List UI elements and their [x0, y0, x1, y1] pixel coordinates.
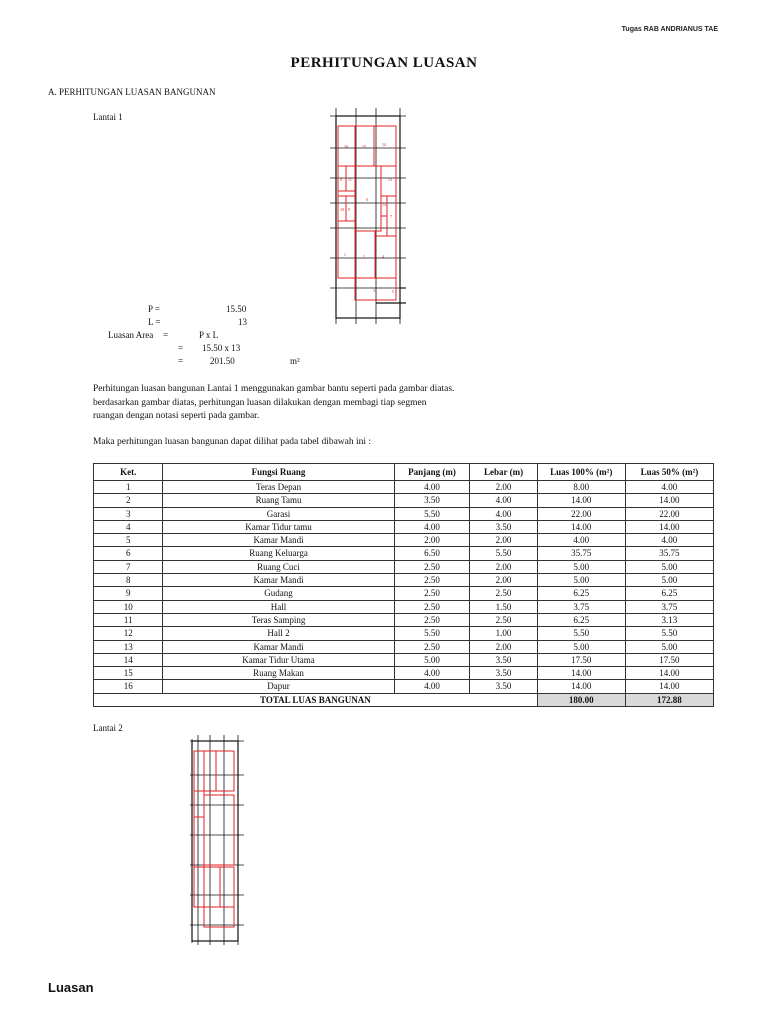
table-cell: 5.50: [394, 627, 470, 640]
table-cell: 4: [94, 520, 163, 533]
table-cell: 5.50: [470, 547, 537, 560]
table-cell: 4.00: [537, 534, 625, 547]
table-cell: 3.50: [470, 653, 537, 666]
table-cell: 3.50: [470, 667, 537, 680]
table-cell: 14.00: [537, 494, 625, 507]
paragraph-line: Perhitungan luasan bangunan Lantai 1 menggunakan gambar bantu seperti pada gambar diatas.: [93, 384, 455, 394]
room-number: 7: [390, 214, 392, 219]
table-total-row: [94, 693, 714, 706]
table-cell: 11: [94, 613, 163, 626]
table-cell: 8.00: [537, 481, 625, 494]
table-cell: 10: [94, 600, 163, 613]
table-cell: 5.00: [625, 560, 713, 573]
table-cell: 3.75: [625, 600, 713, 613]
table-row: [94, 507, 714, 520]
room-number: 15: [362, 144, 366, 149]
table-cell: 3.50: [470, 520, 537, 533]
area-label: Luasan Area: [108, 330, 154, 340]
column-header: Luas 50% (m²): [625, 464, 713, 481]
lantai-1-label: Lantai 1: [93, 112, 123, 122]
table-cell: 14.00: [625, 520, 713, 533]
table-cell: 2: [94, 494, 163, 507]
table-cell: 2.50: [470, 613, 537, 626]
table-cell: Ruang Makan: [163, 667, 394, 680]
table-cell: 2.00: [470, 534, 537, 547]
table-cell: 5: [94, 534, 163, 547]
table-cell: 4.00: [625, 534, 713, 547]
paragraph-line: berdasarkan gambar diatas, perhitungan luasan dilakukan dengan membagi tiap segmen: [93, 397, 427, 408]
table-cell: Kamar Mandi: [163, 574, 394, 587]
table-cell: 3.75: [537, 600, 625, 613]
table-cell: 14.00: [625, 667, 713, 680]
table-cell: Ruang Keluarga: [163, 547, 394, 560]
table-cell: 13: [94, 640, 163, 653]
area-calculation: 15.50 x 13: [202, 343, 241, 353]
equals-sign: =: [178, 343, 184, 353]
table-cell: 1: [94, 481, 163, 494]
room-number: 12: [382, 202, 386, 207]
floor-plan-lantai-2: [188, 735, 250, 947]
table-cell: 3.13: [625, 613, 713, 626]
table-cell: 5.00: [537, 560, 625, 573]
column-header: Fungsi Ruang: [163, 464, 394, 481]
document-header-author: Tugas RAB ANDRIANUS TAE: [621, 26, 718, 33]
table-cell: Garasi: [163, 507, 394, 520]
table-cell: 2.50: [394, 600, 470, 613]
total-label: TOTAL LUAS BANGUNAN: [94, 693, 538, 706]
table-cell: 3: [94, 507, 163, 520]
table-row: [94, 627, 714, 640]
area-table: [93, 463, 714, 707]
table-cell: 3.50: [394, 494, 470, 507]
table-cell: 2.00: [470, 560, 537, 573]
table-cell: 5.00: [625, 640, 713, 653]
column-header: Lebar (m): [470, 464, 537, 481]
table-row: [94, 667, 714, 680]
table-cell: 1.50: [470, 600, 537, 613]
table-cell: 6.25: [537, 587, 625, 600]
section-heading: A. PERHITUNGAN LUASAN BANGUNAN: [48, 87, 216, 97]
table-row: [94, 640, 714, 653]
table-cell: Ruang Cuci: [163, 560, 394, 573]
p-value: 15.50: [226, 304, 247, 314]
table-cell: Kamar Mandi: [163, 640, 394, 653]
table-cell: 7: [94, 560, 163, 573]
table-row: [94, 680, 714, 693]
room-number: 1: [344, 252, 346, 257]
table-cell: Hall: [163, 600, 394, 613]
table-body: [94, 481, 714, 694]
footer-label: Luasan: [48, 980, 94, 995]
table-cell: 14.00: [537, 667, 625, 680]
l-value: 13: [238, 317, 247, 327]
room-number: 10: [340, 207, 344, 212]
table-cell: Teras Depan: [163, 481, 394, 494]
table-cell: Dapur: [163, 680, 394, 693]
column-header: Luas 100% (m²): [537, 464, 625, 481]
table-cell: 4.00: [470, 494, 537, 507]
table-cell: 5.00: [625, 574, 713, 587]
table-cell: Kamar Tidur tamu: [163, 520, 394, 533]
table-cell: 2.00: [470, 481, 537, 494]
table-cell: 4.00: [394, 481, 470, 494]
table-cell: 15: [94, 667, 163, 680]
table-cell: 16: [94, 680, 163, 693]
table-cell: 4.00: [394, 667, 470, 680]
table-cell: 6: [94, 547, 163, 560]
table-cell: 14.00: [625, 494, 713, 507]
room-number: 16: [344, 144, 348, 149]
table-cell: 5.00: [394, 653, 470, 666]
room-number: 3: [373, 288, 375, 293]
table-cell: 22.00: [625, 507, 713, 520]
page-title: PERHITUNGAN LUASAN: [290, 55, 478, 71]
room-number: 5: [392, 289, 394, 294]
table-cell: 5.50: [625, 627, 713, 640]
table-cell: Teras Samping: [163, 613, 394, 626]
room-number: 9: [348, 207, 350, 212]
area-formula: [96, 304, 326, 369]
equals-sign: =: [178, 356, 184, 366]
table-cell: 2.50: [394, 613, 470, 626]
room-number: 6: [366, 197, 368, 202]
floor-plan-lantai-1: [326, 108, 412, 326]
paragraph-line: ruangan dengan notasi seperti pada gambar.: [93, 411, 260, 421]
table-cell: 2.50: [470, 587, 537, 600]
table-intro: Maka perhitungan luasan bangunan dapat dilihat pada tabel dibawah ini :: [93, 437, 372, 447]
room-number: 13: [388, 177, 392, 182]
table-cell: 2.00: [394, 534, 470, 547]
table-cell: 5.00: [537, 574, 625, 587]
table-cell: 4.00: [470, 507, 537, 520]
l-label: L =: [148, 317, 161, 327]
table-cell: 2.50: [394, 560, 470, 573]
room-number: 14: [382, 142, 386, 147]
table-cell: 12: [94, 627, 163, 640]
table-cell: Ruang Tamu: [163, 494, 394, 507]
table-row: [94, 613, 714, 626]
table-cell: 17.50: [625, 653, 713, 666]
table-cell: Kamar Tidur Utama: [163, 653, 394, 666]
table-cell: 2.50: [394, 574, 470, 587]
column-header: Panjang (m): [394, 464, 470, 481]
explanation-paragraph: [93, 383, 553, 424]
table-cell: 5.00: [537, 640, 625, 653]
table-cell: 2.00: [470, 574, 537, 587]
table-row: [94, 494, 714, 507]
table-cell: 4.00: [394, 520, 470, 533]
table-cell: 14.00: [537, 680, 625, 693]
table-row: [94, 481, 714, 494]
table-cell: 6.50: [394, 547, 470, 560]
area-unit: m²: [290, 356, 300, 366]
table-row: [94, 547, 714, 560]
table-cell: 17.50: [537, 653, 625, 666]
table-cell: 3.50: [470, 680, 537, 693]
table-cell: 14.00: [537, 520, 625, 533]
table-row: [94, 574, 714, 587]
area-expression: P x L: [199, 330, 219, 340]
table-cell: 4.00: [625, 481, 713, 494]
area-result: 201.50: [210, 356, 235, 366]
p-label: P =: [148, 304, 160, 314]
room-number: 8: [340, 177, 342, 182]
table-cell: 2.50: [394, 587, 470, 600]
column-header: Ket.: [94, 464, 163, 481]
table-cell: Gudang: [163, 587, 394, 600]
table-cell: 35.75: [537, 547, 625, 560]
table-cell: 35.75: [625, 547, 713, 560]
table-cell: 4.00: [394, 680, 470, 693]
total-50: 172.88: [625, 693, 713, 706]
table-row: [94, 587, 714, 600]
table-cell: Kamar Mandi: [163, 534, 394, 547]
table-cell: 5.50: [537, 627, 625, 640]
room-number: 2: [363, 254, 365, 259]
table-header-row: [94, 464, 714, 481]
table-cell: 8: [94, 574, 163, 587]
table-row: [94, 600, 714, 613]
table-cell: 2.00: [470, 640, 537, 653]
table-row: [94, 560, 714, 573]
table-cell: 6.25: [625, 587, 713, 600]
room-number: 11: [348, 177, 352, 182]
equals-sign: =: [163, 330, 169, 340]
table-cell: 2.50: [394, 640, 470, 653]
table-cell: 1.00: [470, 627, 537, 640]
lantai-2-label: Lantai 2: [93, 723, 123, 733]
table-cell: 6.25: [537, 613, 625, 626]
table-cell: 5.50: [394, 507, 470, 520]
total-100: 180.00: [537, 693, 625, 706]
table-cell: 9: [94, 587, 163, 600]
table-row: [94, 520, 714, 533]
table-row: [94, 653, 714, 666]
table-row: [94, 534, 714, 547]
table-cell: 14.00: [625, 680, 713, 693]
table-cell: 14: [94, 653, 163, 666]
table-cell: 22.00: [537, 507, 625, 520]
table-cell: Hall 2: [163, 627, 394, 640]
room-number: 4: [382, 254, 384, 259]
